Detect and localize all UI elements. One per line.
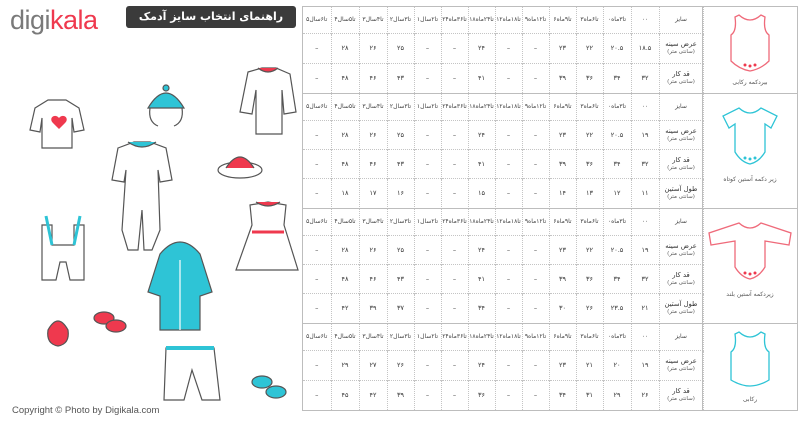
row-label: طول آستین (سانتی متر) <box>659 178 703 207</box>
size-block-short-sleeve-bodysuit <box>302 93 798 209</box>
row-label: قد کار (سانتی متر) <box>659 149 703 178</box>
size-block-sleeveless-top <box>302 323 798 411</box>
header-row: ۵تا۶سال ۴تا۵سال ۳تا۴سال ۲تا۳سال ۱تا۲سال ۲۴تا۳۶ماه ۱۸تا۲۴ماه ۱۲تا۱۸ماه ۹تا۱۲ماه ۶تا۹ماه ۳تا۶ماه ۰تا۳ماه ۰۰ سایز <box>303 94 703 120</box>
header-row: ۵تا۶سال ۴تا۵سال ۳تا۴سال ۲تا۳سال ۱تا۲سال ۲۴تا۳۶ماه ۱۸تا۲۴ماه ۱۲تا۱۸ماه ۹تا۱۲ماه ۶تا۹ماه ۳تا۶ماه ۰تا۳ماه ۰۰ سایز <box>303 209 703 235</box>
table-row: – ۴۵ ۴۲ ۳۹ – – ۳۶ – – ۳۴ ۳۱ ۲۹ ۲۶ قد کار (سانتی متر) <box>303 380 703 410</box>
garment-picture: رکابی <box>702 324 797 410</box>
row-label: قد کار (سانتی متر) <box>659 63 703 93</box>
sleeveless-bodysuit-icon <box>703 7 797 77</box>
table-row: – ۴۲ ۳۹ ۳۷ – – ۳۴ – – ۳۰ ۲۶ ۲۳.۵ ۲۱ طول آستین (سانتی متر) <box>303 293 703 322</box>
digikala-logo: digikala <box>10 5 98 35</box>
baby-hat-icon <box>148 85 184 126</box>
table-row: – ۴۸ ۴۶ ۴۳ – – ۴۱ – – ۳۹ ۳۶ ۳۴ ۳۲ قد کار (سانتی متر) <box>303 149 703 178</box>
short-sleeve-bodysuit-icon <box>703 94 797 174</box>
dress-icon <box>236 202 298 270</box>
copyright-notice: Copyright © Photo by Digikala.com <box>12 405 160 416</box>
table-row: – ۲۸ ۲۶ ۲۵ – – ۲۴ – – ۲۳ ۲۲ ۲۰.۵ ۱۹ عرض سینه (سانتی متر) <box>303 235 703 264</box>
jacket-icon <box>240 68 296 134</box>
table-row: – ۲۹ ۲۷ ۲۶ – – ۲۴ – – ۲۳ ۲۱ ۲۰ ۱۹ عرض سینه (سانتی متر) <box>303 350 703 380</box>
sun-hat-icon <box>218 157 262 178</box>
overalls-icon <box>42 216 84 280</box>
page-title: راهنمای انتخاب سایز آدمک <box>126 6 296 28</box>
hoodie-icon <box>148 242 212 330</box>
row-label: طول آستین (سانتی متر) <box>659 293 703 322</box>
row-label: قد کار (سانتی متر) <box>659 264 703 293</box>
header-row: ۵تا۶سال ۴تا۵سال ۳تا۴سال ۲تا۳سال ۱تا۲سال ۲۴تا۳۶ماه ۱۸تا۲۴ماه ۱۲تا۱۸ماه ۹تا۱۲ماه ۶تا۹ماه ۳تا۶ماه ۰تا۳ماه ۰۰ سایز <box>303 7 703 33</box>
header-row: ۵تا۶سال ۴تا۵سال ۳تا۴سال ۲تا۳سال ۱تا۲سال ۲۴تا۳۶ماه ۱۸تا۲۴ماه ۱۲تا۱۸ماه ۹تا۱۲ماه ۶تا۹ماه ۳تا۶ماه ۰تا۳ماه ۰۰ سایز <box>303 324 703 350</box>
garment-picture: زیر دکمه آستین کوتاه <box>702 94 797 208</box>
pants-icon <box>164 348 220 400</box>
size-block-long-sleeve-bodysuit <box>302 208 798 324</box>
heart-sweater-icon <box>30 100 84 148</box>
mitten-icon <box>48 321 69 346</box>
footed-onesie-icon <box>112 142 172 250</box>
sleeveless-top-icon <box>703 324 797 394</box>
garment-picture: زیردکمه آستین بلند <box>702 209 797 323</box>
table-row: – ۴۸ ۴۶ ۴۳ – – ۴۱ – – ۳۹ ۳۶ ۳۴ ۳۲ قد کار (سانتی متر) <box>303 63 703 93</box>
row-label: عرض سینه (سانتی متر) <box>659 350 703 380</box>
row-label: قد کار (سانتی متر) <box>659 380 703 410</box>
table-row: – ۴۸ ۴۶ ۴۳ – – ۴۱ – – ۳۹ ۳۶ ۳۴ ۳۲ قد کار (سانتی متر) <box>303 264 703 293</box>
table-row: – ۱۸ ۱۷ ۱۶ – – ۱۵ – – ۱۴ ۱۳ ۱۲ ۱۱ طول آستین (سانتی متر) <box>303 178 703 207</box>
row-label: عرض سینه (سانتی متر) <box>659 120 703 149</box>
row-label: عرض سینه (سانتی متر) <box>659 33 703 63</box>
table-row: – ۲۸ ۲۶ ۲۵ – – ۲۴ – – ۲۳ ۲۲ ۲۰.۵ ۱۹ عرض سینه (سانتی متر) <box>303 120 703 149</box>
long-sleeve-bodysuit-icon <box>703 209 797 289</box>
size-block-sleeveless-bodysuit <box>302 6 798 94</box>
baby-clothes-illustration <box>0 30 300 402</box>
row-label: عرض سینه (سانتی متر) <box>659 235 703 264</box>
garment-picture: بیرد‌کمه رکابی <box>702 7 797 93</box>
table-row: – ۲۸ ۲۶ ۲۵ – – ۲۴ – – ۲۳ ۲۲ ۲۰.۵ ۱۸.۵ عرض سینه (سانتی متر) <box>303 33 703 63</box>
